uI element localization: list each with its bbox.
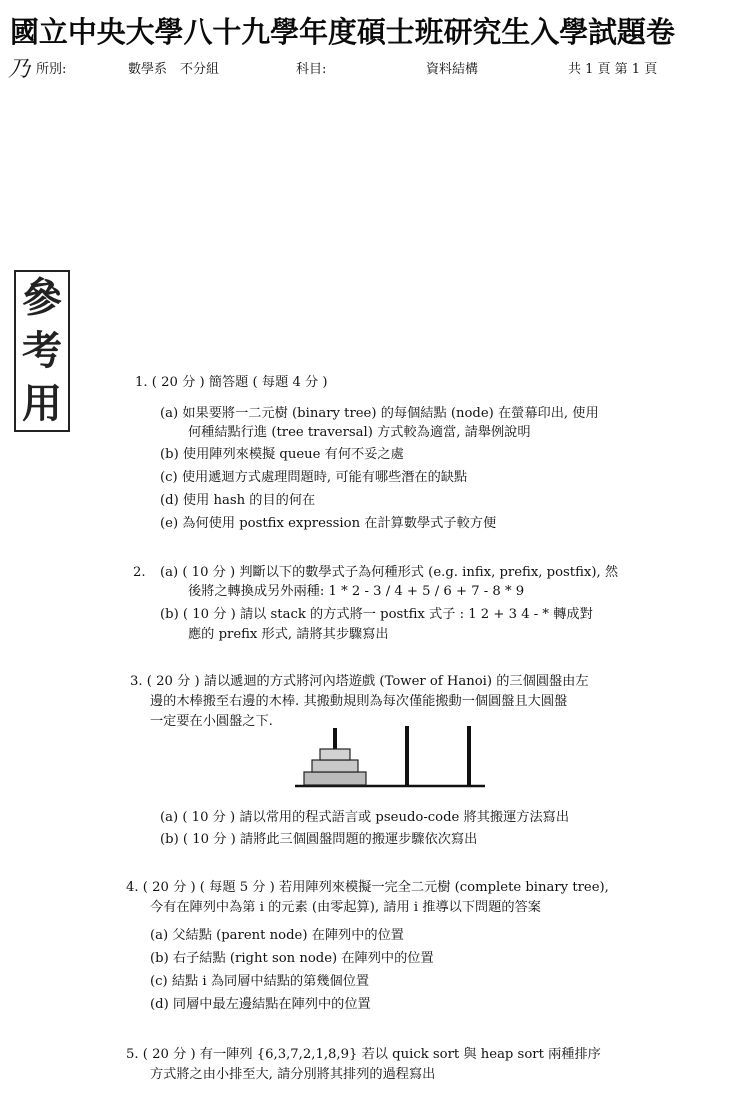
stamp-char-3: 用 (22, 379, 62, 427)
q3-line1: 3. ( 20 分 ) 請以遞迴的方式將河內塔遊戲 (Tower of Hanoi) 的三個圓盤由左 (130, 674, 589, 689)
q4-item-c: (c) 結點 i 為同層中結點的第幾個位置 (150, 974, 370, 989)
dept-label: 所別: (36, 62, 67, 77)
q3-line3: 一定要在小圓盤之下. (150, 714, 273, 729)
hanoi-peg-middle (405, 726, 409, 786)
q4-item-b: (b) 右子結點 (right son node) 在陣列中的位置 (150, 951, 434, 966)
q1-item-d: (d) 使用 hash 的目的何在 (160, 493, 316, 508)
exam-info-row (8, 56, 743, 80)
q2-number: 2. (133, 565, 146, 580)
hanoi-figure (290, 722, 490, 792)
q2-item-a-line1: (a) ( 10 分 ) 判斷以下的數學式子為何種形式 (e.g. infix, prefix, postfix), 然 (160, 565, 619, 580)
hanoi-peg-right (467, 726, 471, 786)
q5-line1: 5. ( 20 分 ) 有一陣列 {6,3,7,2,1,8,9} 若以 quick sort 與 heap sort 兩種排序 (126, 1047, 601, 1062)
q1-heading: 1. ( 20 分 ) 簡答題 ( 每題 4 分 ) (135, 375, 328, 390)
q1-item-c: (c) 使用遞迴方式處理問題時, 可能有哪些潛在的缺點 (160, 470, 468, 485)
q2-item-b-line1: (b) ( 10 分 ) 請以 stack 的方式將一 postfix 式子 : 1 2 + 3 4 - * 轉成對 (160, 607, 593, 622)
hanoi-disk-large (304, 772, 366, 785)
reference-stamp (14, 270, 70, 432)
q3-line2: 邊的木棒搬至右邊的木棒. 其搬動規則為每次僅能搬動一個圓盤且大圓盤 (150, 694, 568, 709)
q4-item-a: (a) 父結點 (parent node) 在陣列中的位置 (150, 928, 404, 943)
subject-label: 科目: (296, 62, 327, 77)
q1-item-a-cont: 何種結點行進 (tree traversal) 方式較為適當, 請舉例說明 (188, 425, 531, 440)
exam-title: 國立中央大學八十九學年度碩士班研究生入學試題卷 (10, 15, 675, 49)
q1-item-a: (a) 如果要將一二元樹 (binary tree) 的每個結點 (node) 在螢幕印出, 使用 (160, 406, 599, 421)
page-info: 共 1 頁 第 1 頁 (568, 62, 658, 77)
q2-item-a-line2: 後將之轉換成另外兩種: 1 * 2 - 3 / 4 + 5 / 6 + 7 - 8 * 9 (188, 584, 525, 599)
q4-line1: 4. ( 20 分 ) ( 每題 5 分 ) 若用陣列來模擬一完全二元樹 (complete binary tree), (126, 880, 609, 895)
hanoi-disk-medium (312, 760, 358, 772)
q4-item-d: (d) 同層中最左邊結點在陣列中的位置 (150, 997, 371, 1012)
q1-item-b: (b) 使用陣列來模擬 queue 有何不妥之處 (160, 447, 404, 462)
subject-value: 資料結構 (426, 62, 479, 77)
hanoi-disk-small (320, 749, 350, 760)
q3-item-a: (a) ( 10 分 ) 請以常用的程式語言或 pseudo-code 將其搬運方法寫出 (160, 810, 570, 825)
q2-item-b-line2: 應的 prefix 形式, 請將其步驟寫出 (188, 627, 389, 642)
dept-value: 數學系 不分組 (128, 62, 220, 77)
stamp-char-1: 參 (22, 274, 62, 322)
q5-line2: 方式將之由小排至大, 請分別將其排列的過程寫出 (150, 1067, 436, 1082)
q1-item-e: (e) 為何使用 postfix expression 在計算數學式子較方便 (160, 516, 497, 531)
q3-item-b: (b) ( 10 分 ) 請將此三個圓盤問題的搬運步驟依次寫出 (160, 832, 478, 847)
q4-line2: 今有在陣列中為第 i 的元素 (由零起算), 請用 i 推導以下問題的答案 (150, 900, 541, 915)
stamp-char-2: 考 (22, 326, 62, 374)
handwritten-mark: 乃 (8, 57, 31, 82)
